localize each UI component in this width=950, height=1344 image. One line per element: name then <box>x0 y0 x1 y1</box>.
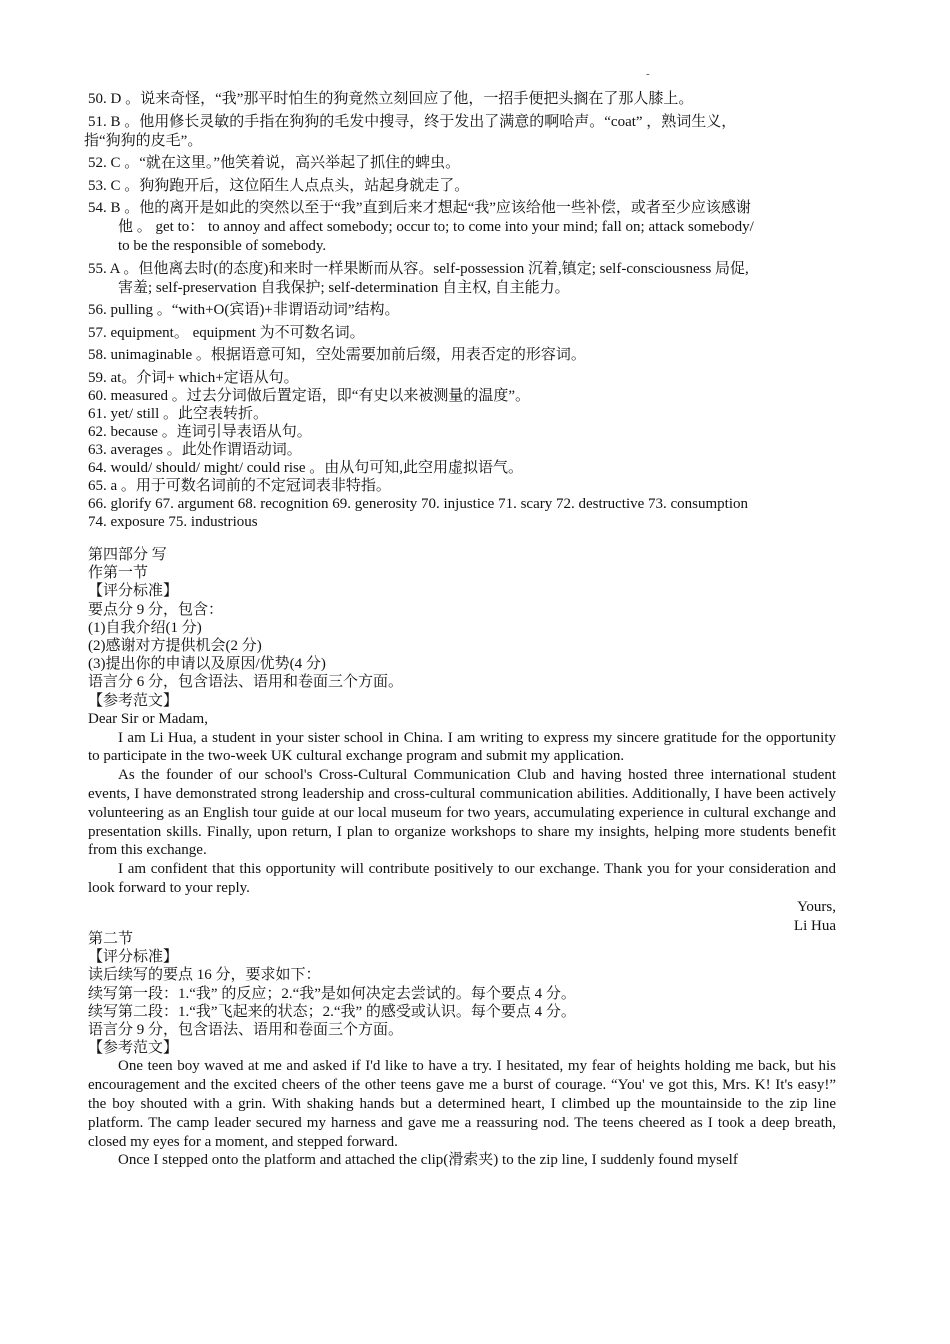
criteria-line: 语言分 9 分，包含语法、语用和卷面三个方面。 <box>88 1022 404 1039</box>
answer-item <box>88 177 838 196</box>
answer-item <box>88 260 838 298</box>
answer-item <box>84 113 838 151</box>
answer-item: 63. averages 。此处作谓语动词。 <box>88 441 302 458</box>
answer-continuation: 他 。 get to： to annoy and affect somebody; occur to; to come into your mind; fall on; attack somebody/ <box>118 219 754 235</box>
criteria-line: (1)自我介绍(1 分) <box>88 619 202 636</box>
answer-continuation: to be the responsible of somebody. <box>118 238 327 254</box>
criteria-line: (3)提出你的申请以及原因/优势(4 分) <box>88 656 326 673</box>
letter-paragraph: As the founder of our school's Cross-Cultural Communication Club and having hosted three international student events, I have demonstrated strong leadership and cross-cultural communication abilities. Additionally, I have been actively volunteering as an English tour guide at our local museum for two years, accumulating experience in cultural exchange and presentation skills. Finally, upon return, I plan to organize workshops to share my insights, helping more students benefit from this exchange. <box>88 767 836 859</box>
answer-item: 62. because 。连词引导表语从句。 <box>88 423 312 440</box>
letter-signature: Li Hua <box>793 917 836 934</box>
answer-text: 51. B 。他用修长灵敏的手指在狗狗的毛发中搜寻，终于发出了满意的啊哈声。“coat” ，熟词生义， <box>88 113 737 130</box>
criteria-line: 续写第二段：1.“我”飞起来的状态；2.“我” 的感受或认识。每个要点 4 分。 <box>88 1003 576 1020</box>
answer-item <box>88 90 838 109</box>
criteria-line: 续写第一段：1.“我” 的反应；2.“我”是如何决定去尝试的。每个要点 4 分。 <box>88 985 576 1002</box>
answer-continuation: 害羞; self-preservation 自我保护; self-determination 自主权, 自主能力。 <box>118 279 570 296</box>
letter-closing: Yours, <box>797 898 836 915</box>
letter-greeting: Dear Sir or Madam, <box>88 710 208 727</box>
sample-title: 【参考范文】 <box>88 1040 179 1057</box>
answer-text: 53. C 。狗狗跑开后，这位陌生人点点头，站起身就走了。 <box>88 177 470 194</box>
answer-key <box>84 90 838 531</box>
answer-item: 64. would/ should/ might/ could rise 。由从句可知,此空用虚拟语气。 <box>88 459 523 476</box>
answer-item: 60. measured 。过去分词做后置定语，即“有史以来被测量的温度”。 <box>88 387 531 404</box>
letter-paragraph: I am Li Hua, a student in your sister school in China. I am writing to express my sincere gratitude for the opportunity to participate in the two-week UK cultural exchange program and submit my application. <box>88 729 836 765</box>
answer-item <box>88 199 838 256</box>
sample-title: 【参考范文】 <box>88 692 179 709</box>
answer-continuation: 指“狗狗的皮毛”。 <box>84 132 203 149</box>
answer-text: 55. A 。但他离去时(的态度)和来时一样果断而从容。self-possession 沉着,镇定; self-consciousness 局促, <box>88 260 749 277</box>
section-title: 第二节 <box>88 931 134 947</box>
answer-text: 54. B 。他的离开是如此的突然以至于“我”直到后来才想起“我”应该给他一些补偿，或者至少应该感谢 <box>88 200 751 216</box>
answer-text: 52. C 。“就在这里。”他笑着说，高兴举起了抓住的蜱虫。 <box>88 155 461 171</box>
criteria-title: 【评分标准】 <box>88 949 179 966</box>
answer-text: 58. unimaginable 。根据语意可知，空处需要加前后缀，用表否定的形容词。 <box>88 347 586 363</box>
part-heading: 第四部分 写 <box>88 547 167 563</box>
section-title: 作第一节 <box>88 565 149 582</box>
answer-text: 50. D 。说来奇怪，“我”那平时怕生的狗竟然立刻回应了他，一招手便把头搁在了那人膝上。 <box>88 91 694 107</box>
letter-paragraph: I am confident that this opportunity will contribute positively to our exchange. Thank you for your consideration and look forward to your reply. <box>88 861 836 896</box>
answer-text: 57. equipment。 equipment 为不可数名词。 <box>88 324 365 341</box>
answer-item: 61. yet/ still 。此空表转折。 <box>88 405 269 422</box>
answer-item: 59. at。介词+ which+定语从句。 <box>88 369 299 386</box>
answer-item <box>88 346 838 365</box>
answer-item <box>88 301 838 320</box>
answer-item <box>88 154 838 173</box>
page-mark: - <box>646 68 650 80</box>
answer-text: 56. pulling 。“with+O(宾语)+非谓语动词”结构。 <box>88 302 400 318</box>
criteria-line: 读后续写的要点 16 分，要求如下： <box>88 967 321 984</box>
sample-paragraph: One teen boy waved at me and asked if I'd like to have a try. I hesitated, my fear of heights holding me back, but his encouragement and the excited cheers of the other teens gave me a burst of courage. “You' ve got this, Mrs. K! It's easy!” the boy shouted with a grin. With shaking hands but a determined heart, I climbed up the mountainside to the zip line platform. The camp leader secured my harness and gave me a reassuring nod. The teens cheered as I took a deep breath, closed my eyes for a moment, and stepped forward. <box>88 1058 836 1150</box>
sample-paragraph: Once I stepped onto the platform and attached the clip(滑索夹) to the zip line, I suddenly found myself <box>118 1152 738 1169</box>
writing-section-1 <box>88 546 836 935</box>
criteria-line: 要点分 9 分，包含： <box>88 601 224 618</box>
answer-item <box>88 324 838 343</box>
writing-section-2 <box>88 930 836 1170</box>
answer-item: 74. exposure 75. industrious <box>88 513 258 530</box>
answer-item: 65. a 。用于可数名词前的不定冠词表非特指。 <box>88 477 391 494</box>
criteria-line: (2)感谢对方提供机会(2 分) <box>88 638 262 655</box>
criteria-line: 语言分 6 分，包含语法、语用和卷面三个方面。 <box>88 674 404 691</box>
answer-item: 66. glorify 67. argument 68. recognition 69. generosity 70. injustice 71. scary 72. destructive 73. consumption <box>88 495 749 512</box>
criteria-title: 【评分标准】 <box>88 583 179 600</box>
